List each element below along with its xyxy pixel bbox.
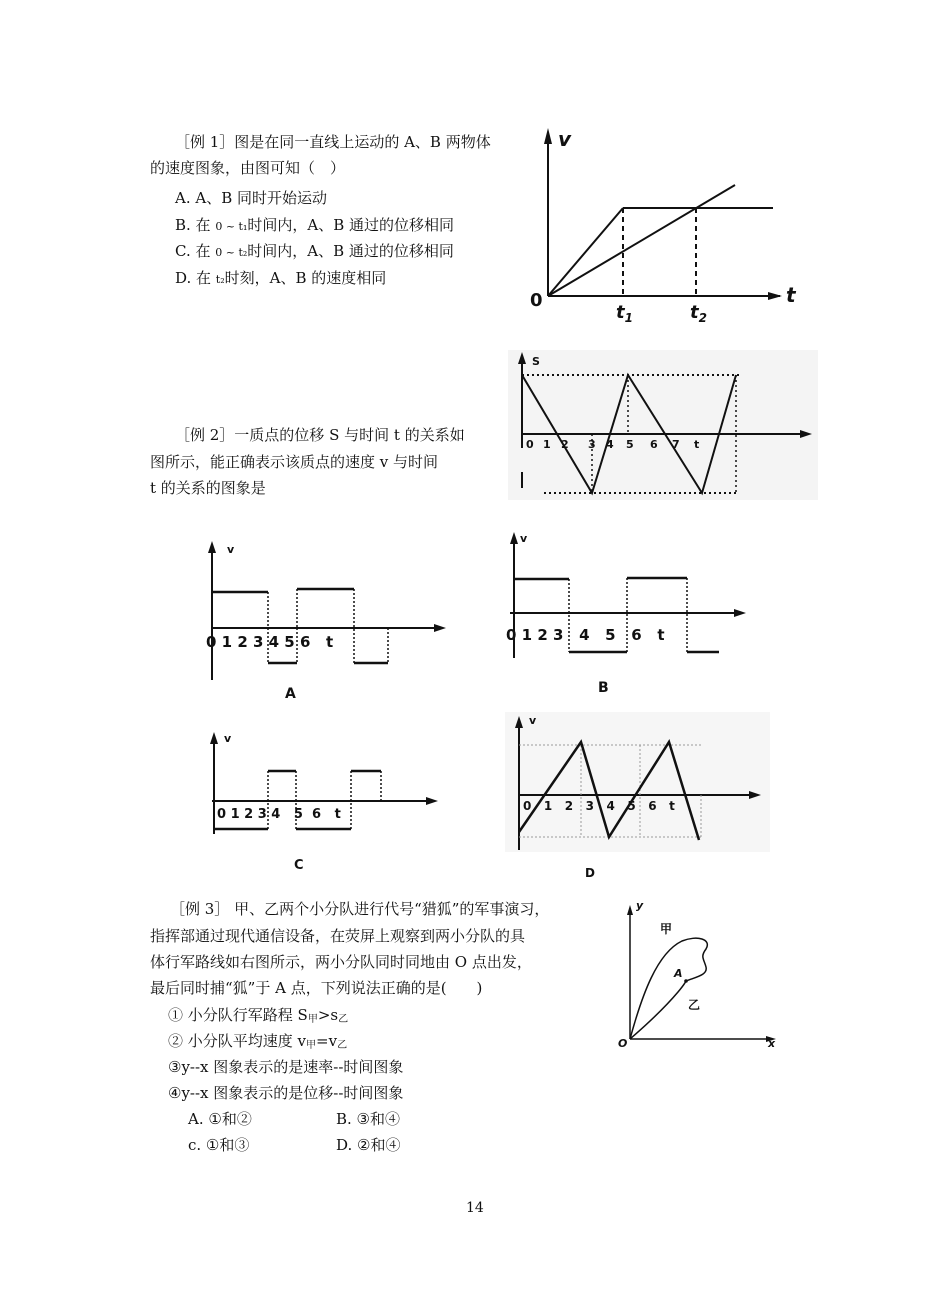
ex2-b-v-label: v: [520, 532, 528, 545]
ex3-point-a-label: A: [674, 967, 683, 980]
ex2-tick-6: 6: [650, 438, 658, 451]
ex3-y-label: y: [636, 899, 644, 912]
ex3-stem-line3: 体行军路线如右图所示，两小分队同时同地由 O 点出发，: [150, 953, 532, 971]
ex2-c-letter: C: [294, 858, 304, 873]
ex1-stem-line1: ［例 1］图是在同一直线上运动的 A、B 两物体: [175, 133, 491, 151]
ex2-tick-7: 7: [672, 438, 680, 451]
ex1-option-d: D. 在 t₂时刻，A、B 的速度相同: [175, 269, 387, 287]
ex1-option-c: C. 在 0 ~ t₂时间内，A、B 通过的位移相同: [175, 242, 454, 260]
ex3-choice-a: A. ①和②: [188, 1110, 252, 1128]
page-number: 14: [466, 1200, 484, 1216]
ex2-d-letter: D: [585, 866, 595, 880]
ex1-t1-label: $t_1$: [616, 302, 633, 325]
ex1-y-label: v: [558, 127, 572, 151]
ex2-st-graph: [508, 350, 818, 500]
ex2-option-b-graph: [500, 528, 760, 698]
ex2-option-d-graph: [505, 712, 770, 884]
ex3-statement-3: ③y--x 图象表示的是速率--时间图象: [168, 1058, 404, 1076]
ex2-stem-line1: ［例 2］一质点的位移 S 与时间 t 的关系如: [175, 426, 465, 444]
ex1-option-b: B. 在 0 ~ t₁时间内，A、B 通过的位移相同: [175, 216, 454, 234]
ex3-statement-2: ② 小分队平均速度 $v_甲=v_乙$: [168, 1032, 348, 1051]
ex2-c-ticks: 0 1 2 3 4 5 6 t: [217, 807, 341, 822]
ex1-t2-label: $t_2$: [690, 302, 707, 325]
ex2-d-ticks: 0 1 2 3 4 5 6 t: [523, 799, 675, 813]
ex2-tick-0: 0: [526, 438, 534, 451]
ex3-stem-line2: 指挥部通过现代通信设备，在荧屏上观察到两小分队的具: [150, 927, 526, 945]
ex1-origin-label: 0: [530, 290, 543, 311]
ex3-choice-d: D. ②和④: [336, 1136, 401, 1154]
ex3-origin-label: O: [618, 1037, 628, 1050]
ex2-a-v-label: v: [227, 543, 235, 556]
ex3-statement-4: ④y--x 图象表示的是位移--时间图象: [168, 1084, 404, 1102]
ex3-choice-c: c. ①和③: [188, 1136, 250, 1154]
ex3-stem-line1: ［例 3］ 甲、乙两个小分队进行代号“猎狐”的军事演习，: [170, 900, 550, 918]
ex1-option-a: A. A、B 同时开始运动: [175, 189, 327, 207]
ex2-option-a-graph: [200, 535, 455, 705]
ex1-vt-graph: [520, 120, 810, 330]
ex2-b-ticks: 0 1 2 3 4 5 6 t: [506, 626, 665, 644]
ex2-s-label: S: [532, 355, 540, 368]
ex3-statement-1: ① 小分队行军路程 $S_甲>s_乙$: [168, 1006, 349, 1025]
ex1-stem-line2: 的速度图象，由图可知（ ）: [150, 159, 346, 177]
ex2-tick-4: 4: [606, 438, 614, 451]
ex2-tick-t: t: [694, 438, 700, 451]
ex2-option-c-graph: [200, 728, 455, 878]
ex3-path-graph: [612, 895, 792, 1055]
ex2-stem-line3: t 的关系的图象是: [150, 479, 266, 497]
ex3-stem-line4: 最后同时捕“狐”于 A 点，下列说法正确的是( ): [150, 979, 483, 997]
ex2-stem-line2: 图所示，能正确表示该质点的速度 v 与时间: [150, 453, 439, 471]
ex2-d-v-label: v: [529, 714, 537, 727]
ex1-x-label: t: [786, 283, 796, 307]
ex2-tick-2: 2: [561, 438, 569, 451]
ex2-b-letter: B: [598, 680, 609, 696]
ex2-tick-1: 1: [543, 438, 551, 451]
ex3-path-yi-label: 乙: [688, 998, 701, 1012]
ex3-path-jia-label: 甲: [660, 922, 673, 936]
ex3-choice-b: B. ③和④: [336, 1110, 401, 1128]
ex2-a-letter: A: [285, 686, 296, 702]
ex3-x-label: x: [768, 1037, 776, 1050]
ex2-tick-5: 5: [626, 438, 634, 451]
ex2-a-ticks: 0 1 2 3 4 5 6 t: [206, 633, 334, 651]
ex2-tick-3: 3: [588, 438, 596, 451]
ex2-c-v-label: v: [224, 732, 232, 745]
